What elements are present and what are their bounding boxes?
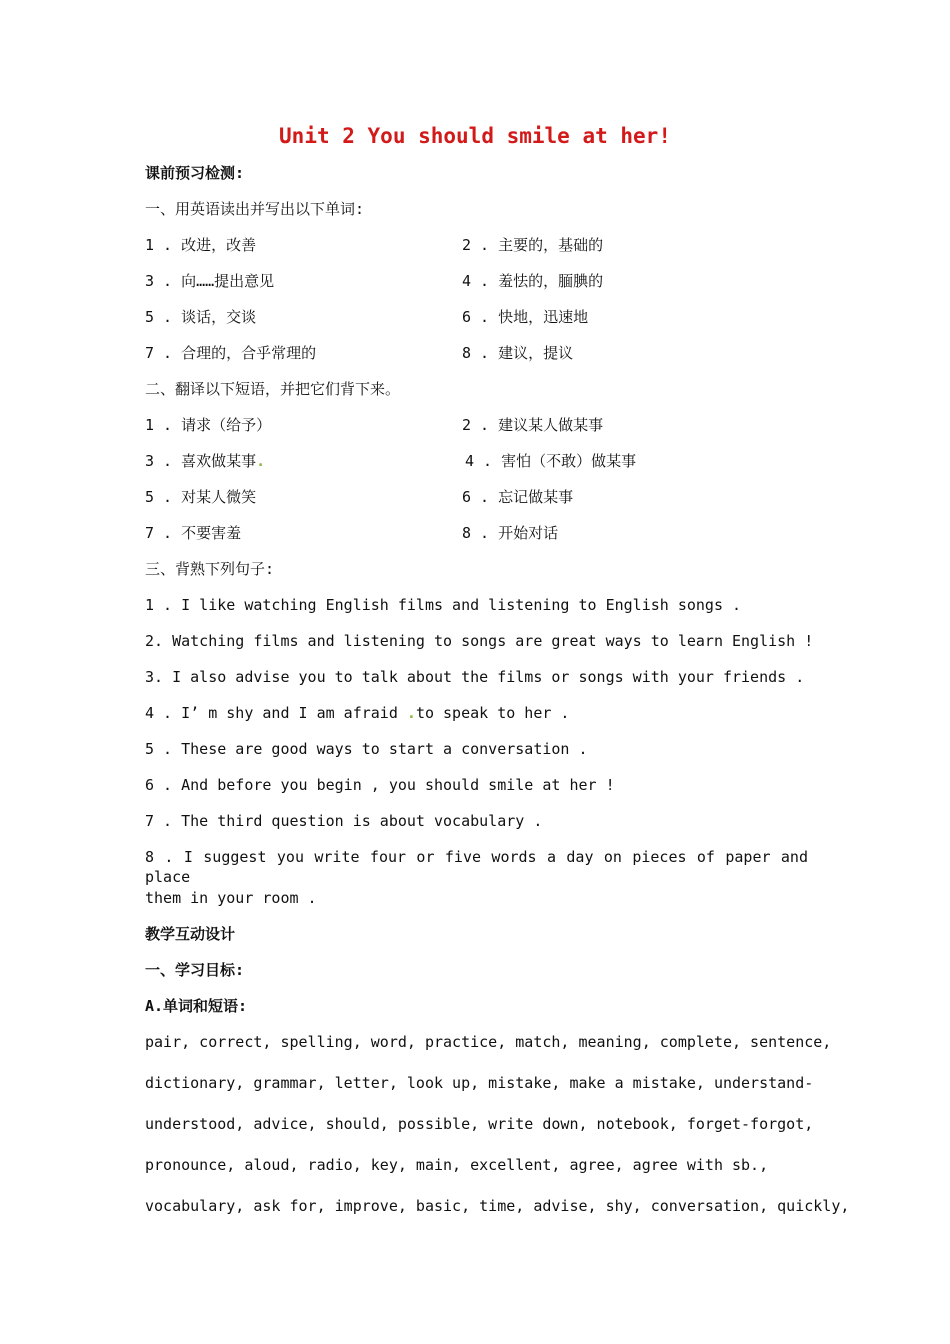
- sentence: 2. Watching films and listening to songs are great ways to learn English !: [145, 632, 814, 650]
- section2-item: 6 . 忘记做某事: [462, 488, 574, 506]
- vocab-line: dictionary, grammar, letter, look up, mistake, make a mistake, understand-: [145, 1074, 814, 1092]
- vocab-line: understood, advice, should, possible, write down, notebook, forget-forgot,: [145, 1115, 814, 1133]
- sentence: 3. I also advise you to talk about the films or songs with your friends .: [145, 668, 805, 686]
- vocab-line: vocabulary, ask for, improve, basic, time, advise, shy, conversation, quickly,: [145, 1197, 850, 1215]
- section2-item: 7 . 不要害羞: [145, 524, 242, 542]
- sentence: them in your room .: [145, 889, 317, 907]
- section1-item: 2 . 主要的，基础的: [462, 236, 604, 254]
- section2-item: 8 . 开始对话: [462, 524, 559, 542]
- section1-item: 3 . 向……提出意见: [145, 272, 275, 290]
- sentence: [145, 703, 569, 723]
- section2-item: [145, 451, 265, 471]
- section1-item: 6 . 快地，迅速地: [462, 308, 589, 326]
- section2-item: 1 . 请求（给予）: [145, 416, 272, 434]
- section2-item-text: 3 . 喜欢做某事: [145, 452, 257, 470]
- vocab-line: pronounce, aloud, radio, key, main, excellent, agree, agree with sb.,: [145, 1156, 769, 1174]
- sentence: 1 . I like watching English films and listening to English songs .: [145, 596, 742, 614]
- section1-heading: 一、用英语读出并写出以下单词:: [145, 200, 365, 218]
- section1-item: 8 . 建议，提议: [462, 344, 574, 362]
- section1-item: 7 . 合理的，合乎常理的: [145, 344, 317, 362]
- sentence: 5 . These are good ways to start a conversation .: [145, 740, 588, 758]
- mark-dot: .: [406, 704, 416, 722]
- sentence-part: to speak to her .: [415, 704, 570, 722]
- sentence-part: 4 . I’ m shy and I am afraid: [145, 704, 398, 722]
- preview-heading: 课前预习检测:: [145, 164, 245, 182]
- section1-item: 5 . 谈话，交谈: [145, 308, 257, 326]
- section3-heading: 三、背熟下列句子:: [145, 560, 275, 578]
- section2-item: 2 . 建议某人做某事: [462, 416, 604, 434]
- sentence: 8 . I suggest you write four or five words a day on pieces of paper and place: [145, 848, 808, 886]
- section1-item: 4 . 羞怯的，腼腆的: [462, 272, 604, 290]
- vocab-line: pair, correct, spelling, word, practice, match, meaning, complete, sentence,: [145, 1033, 832, 1051]
- section1-item: 1 . 改进，改善: [145, 236, 257, 254]
- page-title: Unit 2 You should smile at her!: [279, 124, 671, 148]
- sentence: 6 . And before you begin , you should smile at her !: [145, 776, 615, 794]
- section2-item: 5 . 对某人微笑: [145, 488, 257, 506]
- goals-heading: 一、学习目标:: [145, 961, 245, 979]
- sentence: 7 . The third question is about vocabulary .: [145, 812, 543, 830]
- section2-heading: 二、翻译以下短语，并把它们背下来。: [145, 380, 401, 398]
- design-heading: 教学互动设计: [145, 925, 236, 943]
- section2-item: 4 . 害怕（不敢）做某事: [465, 452, 637, 470]
- vocab-heading: A.单词和短语:: [145, 997, 248, 1015]
- mark-dot: .: [256, 452, 266, 470]
